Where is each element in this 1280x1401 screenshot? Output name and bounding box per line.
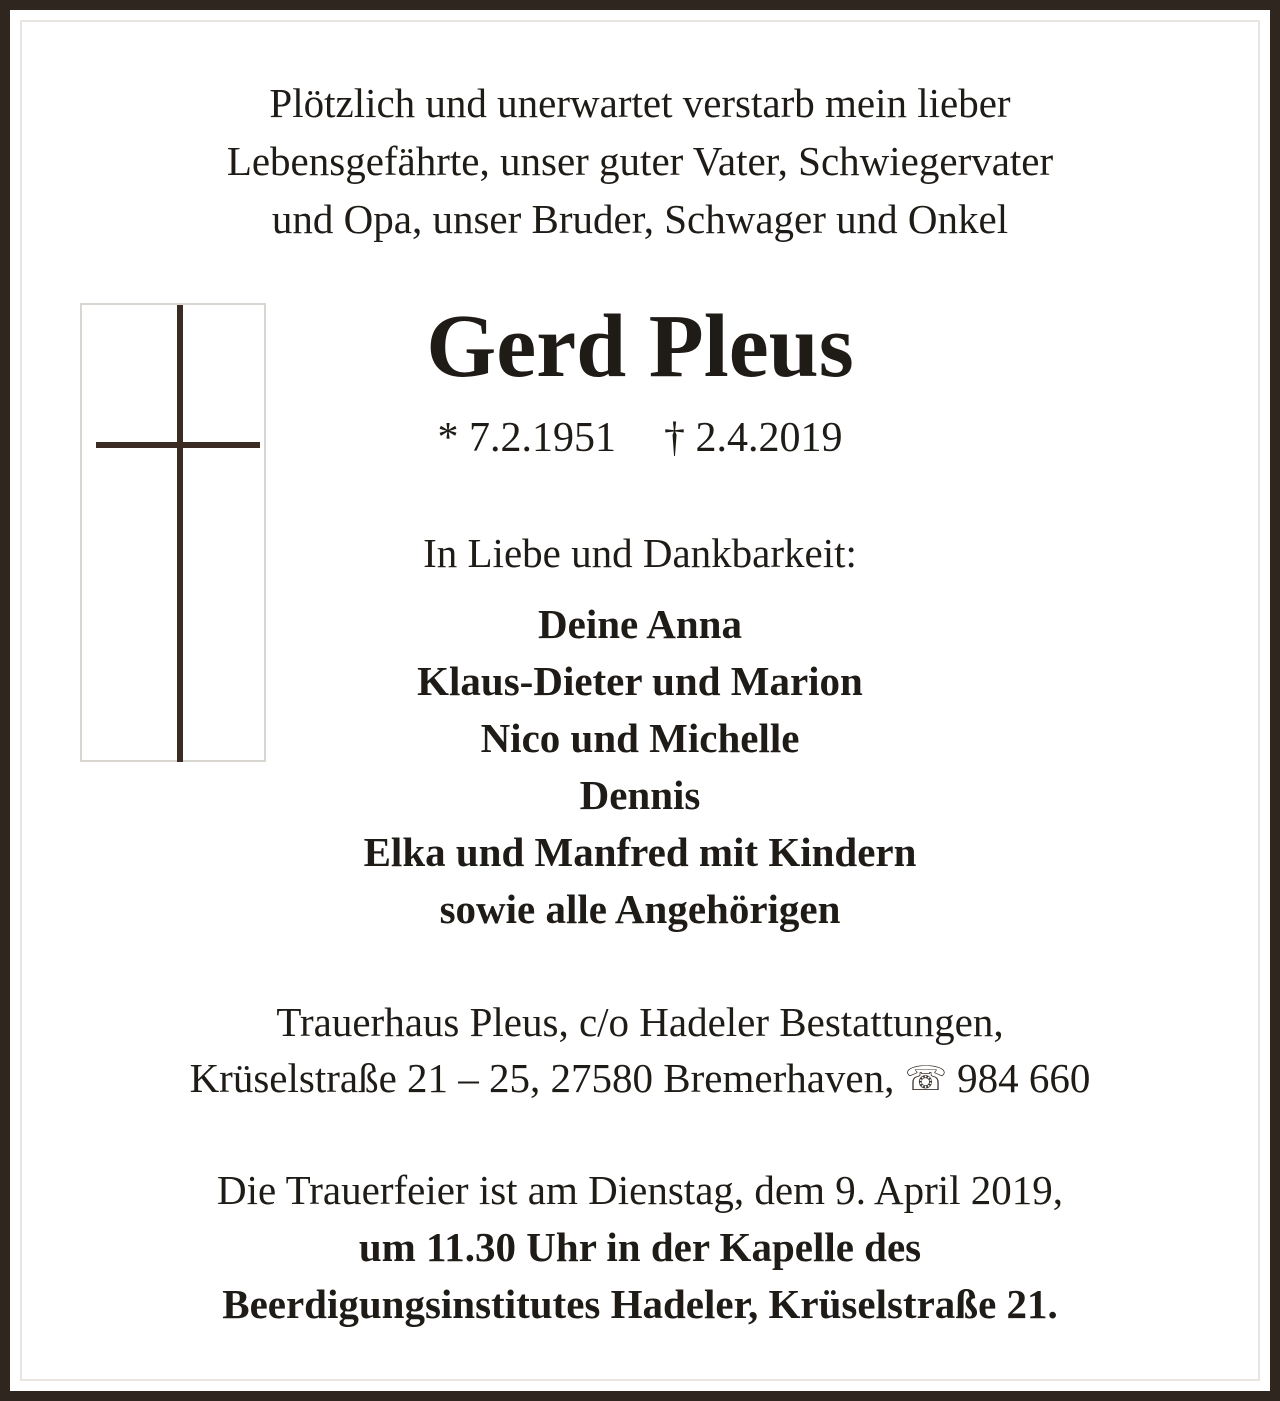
family-member: Klaus-Dieter und Marion	[417, 658, 863, 704]
intro-line-2: Lebensgefährte, unser guter Vater, Schwiegervater	[226, 138, 1054, 184]
deceased-name: Gerd Pleus	[426, 297, 854, 396]
ceremony-info	[0, 1162, 1280, 1333]
dedication-text: In Liebe und Dankbarkeit:	[423, 530, 857, 576]
family-member: sowie alle Angehörigen	[439, 886, 841, 932]
family-member: Nico und Michelle	[480, 715, 800, 761]
birth-date: * 7.2.1951	[437, 415, 616, 461]
ceremony-line-3: Beerdigungsinstitutes Hadeler, Krüselstraße 21.	[222, 1281, 1058, 1327]
address-street: Krüselstraße 21 – 25, 27580 Bremerhaven,	[189, 1055, 895, 1101]
family-list	[0, 596, 1280, 938]
intro-text	[0, 74, 1280, 248]
intro-line-1: Plötzlich und unerwartet verstarb mein lieber	[269, 80, 1011, 126]
death-date: † 2.4.2019	[664, 415, 843, 461]
address-line-2	[0, 1050, 1280, 1107]
ceremony-line-2: um 11.30 Uhr in der Kapelle des	[358, 1224, 922, 1270]
family-member: Deine Anna	[538, 601, 742, 647]
mourning-house-address	[0, 994, 1280, 1107]
ceremony-line-1: Die Trauerfeier ist am Dienstag, dem 9. April 2019,	[216, 1167, 1064, 1213]
address-line-1: Trauerhaus Pleus, c/o Hadeler Bestattungen,	[276, 999, 1004, 1045]
telephone-icon: ☏	[904, 1059, 948, 1099]
phone-number: 984 660	[957, 1055, 1091, 1101]
life-dates	[0, 410, 1280, 466]
family-member: Elka und Manfred mit Kindern	[363, 829, 917, 875]
intro-line-3: und Opa, unser Bruder, Schwager und Onkel	[271, 196, 1009, 242]
family-member: Dennis	[579, 772, 701, 818]
